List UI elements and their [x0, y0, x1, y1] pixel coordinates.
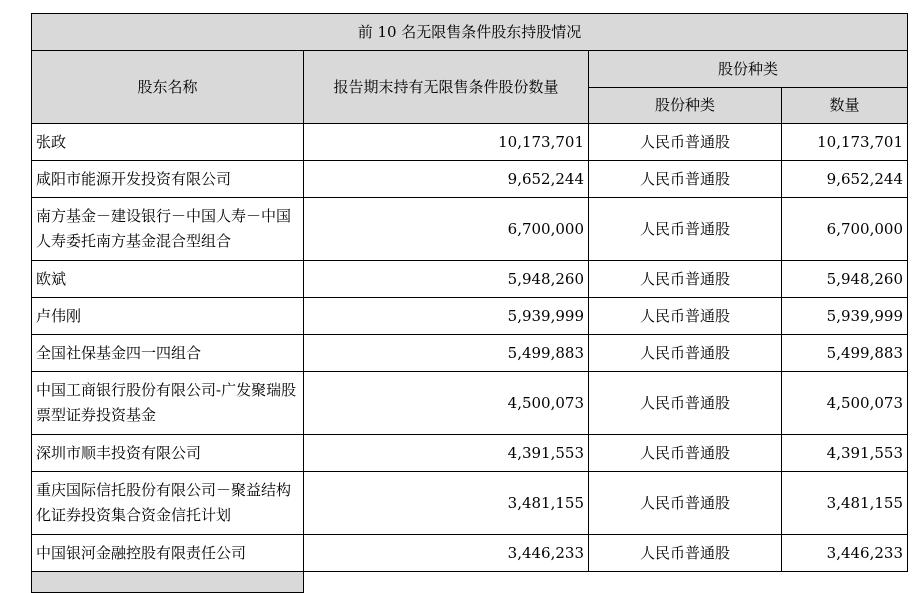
- header-row-1: [32, 51, 908, 88]
- table-row: [32, 161, 908, 198]
- holder-name-cell: 中国银河金融控股有限责任公司: [32, 535, 304, 572]
- shares-count-cell: 10,173,701: [304, 124, 589, 161]
- share-type-cell: 人民币普通股: [589, 535, 782, 572]
- shares-count-cell: 9,652,244: [304, 161, 589, 198]
- share-type-cell: 人民币普通股: [589, 335, 782, 372]
- shares-count-cell: 3,481,155: [304, 472, 589, 535]
- quantity-cell: 4,500,073: [782, 372, 908, 435]
- table-title-row: [32, 14, 908, 51]
- shares-count-cell: 4,500,073: [304, 372, 589, 435]
- table-row: [32, 472, 908, 535]
- quantity-cell: 3,446,233: [782, 535, 908, 572]
- holder-name-cell: 张政: [32, 124, 304, 161]
- share-type-cell: 人民币普通股: [589, 435, 782, 472]
- quantity-cell: 5,499,883: [782, 335, 908, 372]
- table-row: [32, 435, 908, 472]
- share-type-cell: 人民币普通股: [589, 261, 782, 298]
- quantity-cell: 9,652,244: [782, 161, 908, 198]
- header-share-type: 股份种类: [589, 88, 782, 124]
- holder-name-cell: 全国社保基金四一四组合: [32, 335, 304, 372]
- table-row: [32, 124, 908, 161]
- holder-name-cell: 深圳市顺丰投资有限公司: [32, 435, 304, 472]
- quantity-cell: 5,948,260: [782, 261, 908, 298]
- header-share-type-group: 股份种类: [589, 51, 908, 88]
- shares-count-cell: 5,948,260: [304, 261, 589, 298]
- quantity-cell: 10,173,701: [782, 124, 908, 161]
- shares-count-cell: 5,939,999: [304, 298, 589, 335]
- shares-count-cell: 6,700,000: [304, 198, 589, 261]
- share-type-cell: 人民币普通股: [589, 161, 782, 198]
- table-next-section-row: [32, 572, 908, 593]
- share-type-cell: 人民币普通股: [589, 198, 782, 261]
- holder-name-cell: 中国工商银行股份有限公司-广发聚瑞股票型证券投资基金: [32, 372, 304, 435]
- header-holder-name: 股东名称: [32, 51, 304, 124]
- share-type-cell: 人民币普通股: [589, 372, 782, 435]
- header-shares-count: 报告期末持有无限售条件股份数量: [304, 51, 589, 124]
- table-row: [32, 298, 908, 335]
- shares-count-cell: 5,499,883: [304, 335, 589, 372]
- holder-name-cell: 咸阳市能源开发投资有限公司: [32, 161, 304, 198]
- holder-name-cell: 南方基金－建设银行－中国人寿－中国人寿委托南方基金混合型组合: [32, 198, 304, 261]
- table-row: [32, 372, 908, 435]
- table-body: [32, 124, 908, 572]
- table-title: 前 10 名无限售条件股东持股情况: [32, 14, 908, 51]
- quantity-cell: 4,391,553: [782, 435, 908, 472]
- table-row: [32, 261, 908, 298]
- quantity-cell: 6,700,000: [782, 198, 908, 261]
- quantity-cell: 3,481,155: [782, 472, 908, 535]
- shares-count-cell: 4,391,553: [304, 435, 589, 472]
- top10-shareholders-table: [31, 13, 908, 593]
- shares-count-cell: 3,446,233: [304, 535, 589, 572]
- table-row: [32, 535, 908, 572]
- share-type-cell: 人民币普通股: [589, 298, 782, 335]
- share-type-cell: 人民币普通股: [589, 124, 782, 161]
- table-row: [32, 335, 908, 372]
- holder-name-cell: 重庆国际信托股份有限公司－聚益结构化证券投资集合资金信托计划: [32, 472, 304, 535]
- header-quantity: 数量: [782, 88, 908, 124]
- table-row: [32, 198, 908, 261]
- holder-name-cell: 欧斌: [32, 261, 304, 298]
- quantity-cell: 5,939,999: [782, 298, 908, 335]
- share-type-cell: 人民币普通股: [589, 472, 782, 535]
- next-section-cell: [32, 572, 304, 593]
- holder-name-cell: 卢伟刚: [32, 298, 304, 335]
